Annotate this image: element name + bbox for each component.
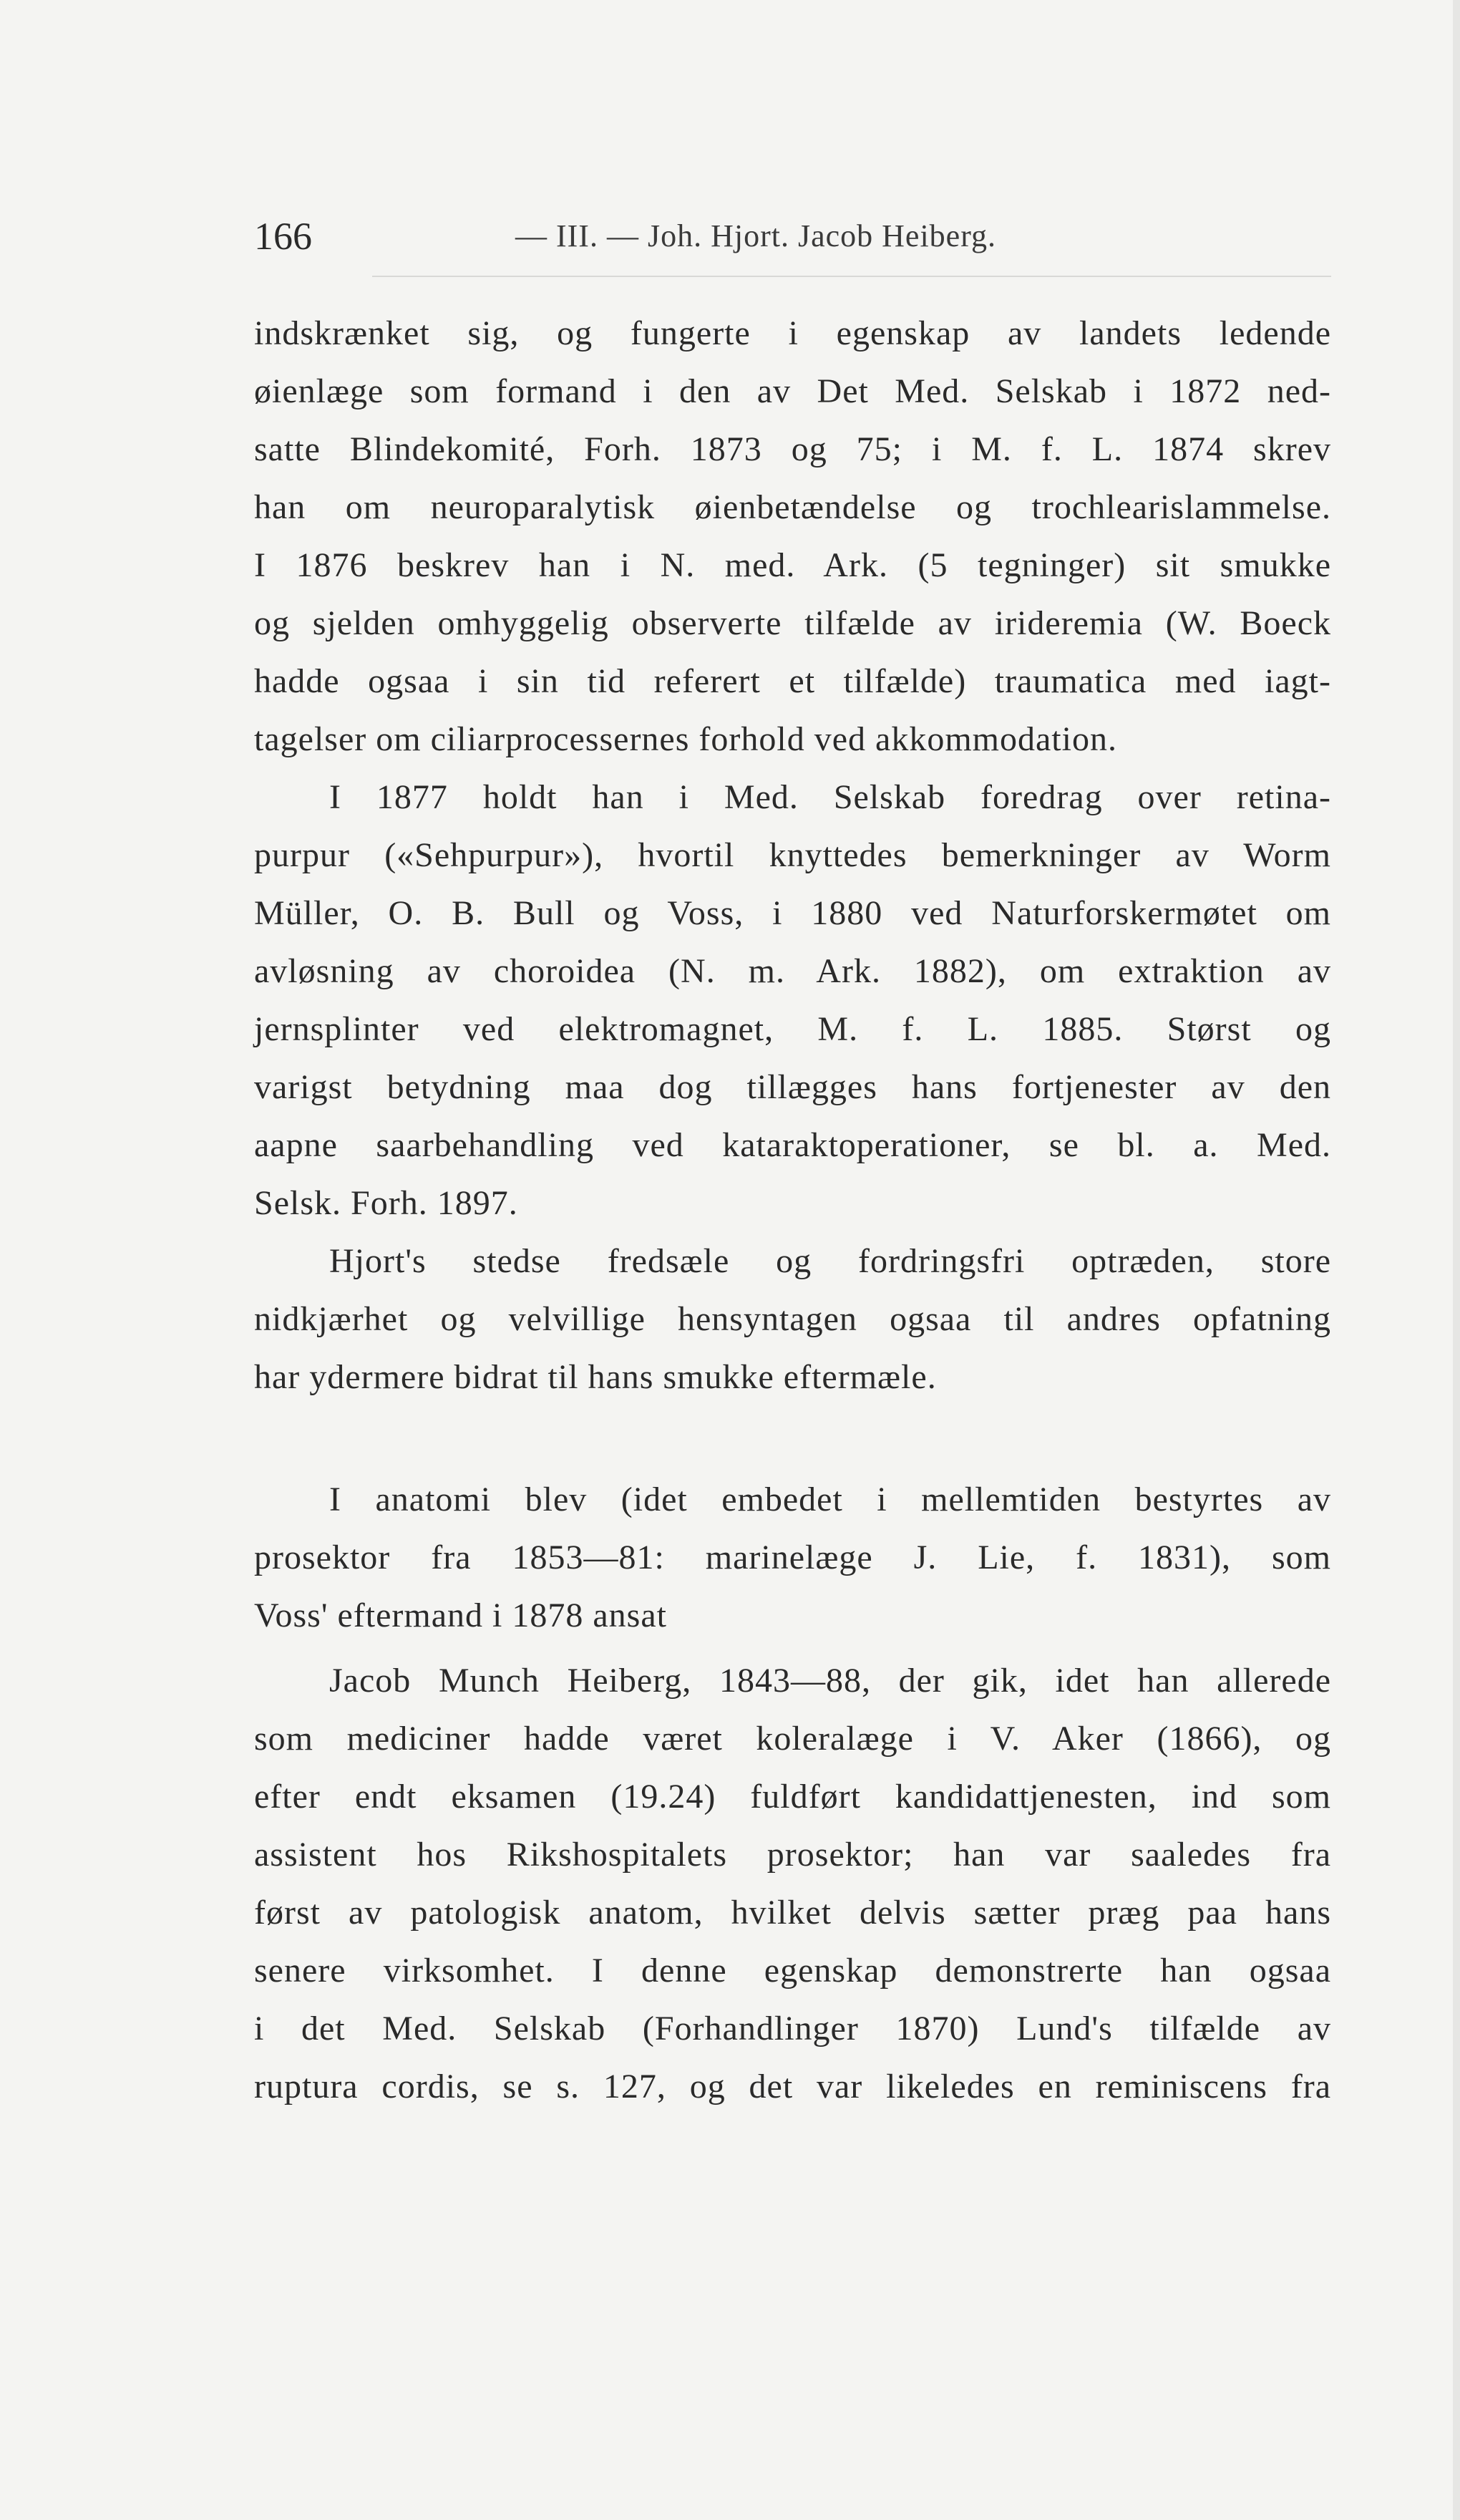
running-head: — III. — Joh. Hjort. Jacob Heiberg. (515, 218, 997, 253)
text-line: først av patologisk anatom, hvilket delvis sætter præg paa hans (254, 1894, 1331, 1932)
text-line: ruptura cordis, se s. 127, og det var likeledes en reminiscens fra (254, 2068, 1331, 2105)
text-line: og sjelden omhyggelig observerte tilfælde av irideremia (W. Boeck (254, 604, 1331, 642)
text-line: Selsk. Forh. 1897. (254, 1184, 518, 1222)
text-line (254, 768, 1331, 826)
text-line-content: I 1877 holdt han i Med. Selskab foredrag over retina- (329, 778, 1331, 816)
text-line: assistent hos Rikshospitalets prosektor; han var saaledes fra (254, 1836, 1331, 1874)
page-number: 166 (254, 215, 312, 258)
text-line (254, 1232, 1331, 1290)
page-edge (1453, 0, 1460, 2520)
body-text (254, 304, 1331, 2116)
text-line-content: I anatomi blev (idet embedet i mellemtiden bestyrtes av (329, 1480, 1331, 1518)
paragraph-2 (254, 768, 1331, 1232)
text-line: han om neuroparalytisk øienbetændelse og trochlearislammelse. (254, 488, 1331, 526)
text-line (254, 1470, 1331, 1528)
text-line: satte Blindekomité, Forh. 1873 og 75; i M. f. L. 1874 skrev (254, 430, 1331, 468)
text-line-content: Jacob Munch Heiberg, 1843—88, der gik, idet han allerede (329, 1662, 1331, 1700)
text-line: som mediciner hadde været koleralæge i V. Aker (1866), og (254, 1720, 1331, 1758)
text-line: prosektor fra 1853—81: marinelæge J. Lie, f. 1831), som (254, 1538, 1331, 1576)
section-gap (254, 1406, 1331, 1470)
page-header (254, 208, 1335, 265)
header-rule (372, 276, 1331, 277)
text-line: aapne saarbehandling ved kataraktoperationer, se bl. a. Med. (254, 1126, 1331, 1164)
text-line: øienlæge som formand i den av Det Med. Selskab i 1872 ned- (254, 372, 1331, 410)
paragraph-4 (254, 1470, 1331, 1644)
text-line: nidkjærhet og velvillige hensyntagen ogsaa til andres opfatning (254, 1300, 1331, 1338)
text-line: hadde ogsaa i sin tid referert et tilfælde) traumatica med iagt- (254, 662, 1331, 700)
paragraph-1 (254, 304, 1331, 768)
text-line: har ydermere bidrat til hans smukke eftermæle. (254, 1358, 937, 1396)
text-line: senere virksomhet. I denne egenskap demonstrerte han ogsaa (254, 1952, 1331, 1990)
paragraph-5 (254, 1652, 1331, 2116)
text-line: indskrænket sig, og fungerte i egenskap av landets ledende (254, 314, 1331, 352)
text-line: tagelser om ciliarprocessernes forhold ved akkommodation. (254, 720, 1117, 758)
text-line (254, 1652, 1331, 1710)
text-line: Müller, O. B. Bull og Voss, i 1880 ved Naturforskermøtet om (254, 894, 1331, 932)
text-line: Voss' eftermand i 1878 ansat (254, 1596, 667, 1634)
text-line: efter endt eksamen (19.24) fuldført kandidattjenesten, ind som (254, 1778, 1331, 1816)
text-line: I 1876 beskrev han i N. med. Ark. (5 tegninger) sit smukke (254, 546, 1331, 584)
text-line: purpur («Sehpurpur»), hvortil knyttedes bemerkninger av Worm (254, 836, 1331, 874)
text-line: varigst betydning maa dog tillægges hans fortjenester av den (254, 1068, 1331, 1106)
text-line: i det Med. Selskab (Forhandlinger 1870) Lund's tilfælde av (254, 2010, 1331, 2048)
paragraph-3 (254, 1232, 1331, 1406)
text-line-content: Hjort's stedse fredsæle og fordringsfri optræden, store (329, 1242, 1331, 1280)
text-line: jernsplinter ved elektromagnet, M. f. L. 1885. Størst og (254, 1010, 1331, 1048)
text-line: avløsning av choroidea (N. m. Ark. 1882), om extraktion av (254, 952, 1331, 990)
